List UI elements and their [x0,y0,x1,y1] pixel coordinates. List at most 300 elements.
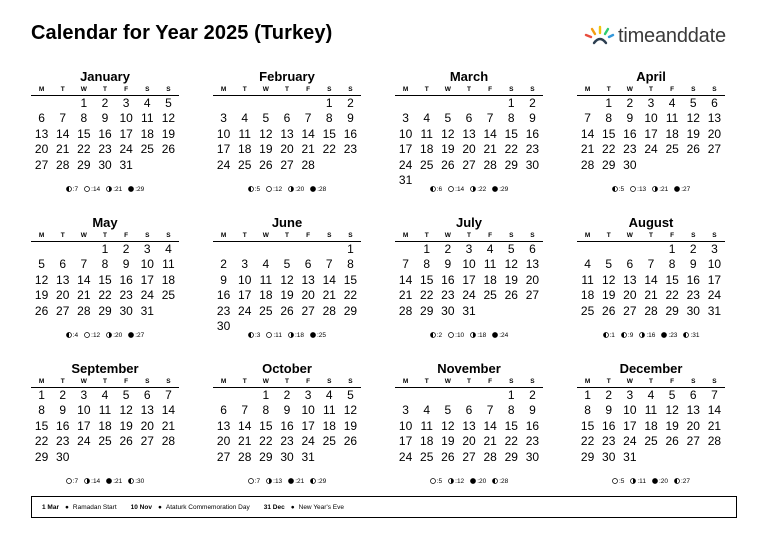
day-cell: 27 [34,157,49,172]
weekday-label: T [649,378,653,385]
moon-phase [288,186,304,193]
first-moon-icon [603,332,610,339]
day-cell: 6 [465,111,473,126]
day-cell: 5 [444,111,452,126]
empty-cell [480,96,501,111]
moon-phase-day: :27 [135,332,145,339]
day-cell: 10 [398,126,413,141]
moon-phase-day: :7 [254,478,261,485]
day-cell: 25 [420,157,434,172]
weekday-label: F [124,378,129,385]
moon-phase [266,186,282,193]
weekday-label: S [530,378,535,385]
weekday-label: W [444,86,451,93]
day-cell: 5 [347,388,354,402]
day-cell: 26 [343,434,358,449]
day-cell: 12 [441,418,455,433]
day-cell: 15 [665,272,679,287]
day-cell: 2 [444,242,452,256]
day-cell: 10 [644,111,658,126]
day-cell: 19 [441,434,455,449]
day-cell: 23 [280,434,294,449]
day-cell: 7 [165,388,172,402]
day-cell: 16 [602,418,616,433]
weekday-label: W [626,86,633,93]
day-cell: 30 [216,318,231,333]
day-grid [31,242,179,319]
day-cell: 16 [525,418,540,433]
empty-cell [213,388,234,403]
moon-phase [492,186,508,193]
weekday-label: S [712,86,717,93]
day-grid [213,242,361,334]
day-cell: 27 [623,303,637,318]
moon-phase-day: :20 [295,186,305,193]
day-cell: 1 [325,96,333,110]
moon-phase-day: :18 [477,332,487,339]
day-cell: 17 [644,126,658,141]
moon-phase-day: :20 [477,478,487,485]
moon-phase [310,478,326,485]
day-cell: 10 [119,111,133,126]
day-cell: 31 [707,303,722,318]
day-cell: 12 [665,403,679,418]
day-cell: 16 [525,126,540,141]
day-cell: 24 [301,434,315,449]
day-cell: 23 [216,303,231,318]
day-cell: 28 [483,449,497,464]
weekday-label: T [285,232,289,239]
day-cell: 15 [98,272,112,287]
weekday-label: M [584,378,591,385]
day-cell: 4 [647,388,655,402]
day-cell: 22 [602,142,616,157]
day-cell: 28 [580,157,595,172]
day-cell: 12 [259,126,273,141]
holiday-item [131,504,250,511]
day-cell: 9 [220,272,227,287]
weekday-header [395,231,543,242]
moon-phase [288,478,304,485]
day-cell: 8 [101,257,109,272]
day-cell: 6 [304,257,312,272]
month-name: August [628,215,674,230]
empty-cell [458,96,479,111]
day-cell: 12 [343,403,358,418]
day-cell: 20 [623,288,637,303]
day-cell: 11 [162,257,175,272]
weekday-label: S [327,86,332,93]
day-cell: 24 [216,157,231,172]
moon-phase [310,332,326,339]
day-cell: 2 [59,388,67,402]
day-cell: 8 [507,403,515,418]
day-grid [395,388,543,465]
day-cell: 16 [623,126,637,141]
day-cell: 18 [665,126,679,141]
day-cell: 25 [259,303,273,318]
first-moon-icon [66,186,73,193]
day-cell: 26 [119,434,133,449]
weekday-label: T [242,86,247,93]
moon-phases [395,478,543,485]
day-cell: 7 [325,257,333,272]
day-cell: 8 [423,257,431,272]
moon-phase [128,332,144,339]
weekday-label: T [60,86,65,93]
day-cell: 13 [301,272,315,287]
weekday-header [577,85,725,96]
weekday-label: T [242,378,247,385]
day-cell: 12 [602,272,616,287]
day-cell: 28 [161,434,176,449]
day-cell: 29 [580,449,595,464]
moon-phase [470,186,486,193]
day-cell: 17 [301,418,315,433]
holiday-legend [31,496,737,518]
day-cell: 11 [141,111,154,126]
moon-phase-day: :21 [659,186,669,193]
day-cell: 29 [602,157,616,172]
bullet-icon: ● [64,503,69,511]
moon-phase-day: :20 [113,332,123,339]
moon-phase [66,478,78,485]
month-name: May [92,215,118,230]
moon-phase-day: :29 [499,186,509,193]
weekday-label: S [691,232,696,239]
moon-phase [266,332,282,339]
moon-phase-day: :5 [254,186,261,193]
empty-cell [234,96,255,111]
new-moon-icon [310,332,317,339]
moon-phase [652,186,668,193]
empty-cell [619,242,640,257]
moon-phases [577,478,725,485]
day-cell: 25 [98,434,112,449]
day-grid [577,96,725,173]
moon-phase [288,332,304,339]
day-cell: 8 [38,403,45,418]
moon-phase [430,332,442,339]
day-cell: 24 [119,142,133,157]
month-july [395,215,543,339]
day-cell: 16 [280,418,294,433]
day-cell: 11 [238,126,251,141]
weekday-label: T [285,378,289,385]
day-cell: 30 [623,157,637,172]
day-cell: 7 [80,257,88,272]
day-cell: 21 [707,418,722,433]
day-cell: 4 [262,257,270,272]
day-cell: 11 [644,403,658,418]
empty-cell [395,242,416,257]
moon-phase [84,478,100,485]
day-cell: 18 [420,142,434,157]
day-cell: 8 [80,111,88,126]
day-cell: 29 [77,157,91,172]
day-cell: 24 [707,288,722,303]
day-cell: 9 [101,111,109,126]
day-cell: 18 [644,418,658,433]
day-cell: 14 [238,418,252,433]
moon-phase [430,186,442,193]
day-cell: 23 [441,288,455,303]
weekday-label: M [220,86,227,93]
day-cell: 20 [525,272,540,287]
weekday-label: S [166,378,171,385]
day-cell: 9 [444,257,452,272]
moon-phases [395,186,543,193]
day-cell: 3 [647,96,655,110]
day-cell: 10 [301,403,315,418]
day-cell: 17 [77,418,91,433]
day-cell: 29 [343,303,358,318]
weekday-label: T [467,86,471,93]
day-cell: 24 [644,142,658,157]
day-cell: 29 [504,449,518,464]
day-cell: 7 [584,111,591,126]
day-cell: 23 [525,434,540,449]
day-cell: 12 [686,111,700,126]
day-cell: 27 [462,157,476,172]
day-cell: 11 [98,403,112,418]
day-cell: 22 [322,142,336,157]
day-cell: 22 [580,434,595,449]
day-cell: 4 [486,242,494,256]
day-cell: 22 [420,288,434,303]
month-march [395,69,543,193]
day-cell: 21 [301,142,315,157]
day-cell: 29 [259,449,273,464]
day-cell: 19 [259,142,273,157]
day-cell: 14 [161,403,176,418]
moon-phase [612,478,624,485]
day-cell: 22 [665,288,679,303]
day-cell: 24 [623,434,637,449]
day-cell: 30 [119,303,133,318]
moon-phase-day: :9 [627,332,634,339]
day-cell: 19 [343,418,358,433]
timeanddate-logo[interactable] [582,24,726,48]
moon-phases [31,186,179,193]
day-cell: 26 [34,303,49,318]
weekday-label: F [306,378,311,385]
day-cell: 2 [626,96,634,110]
day-cell: 5 [507,242,515,256]
first-moon-icon [66,332,73,339]
day-cell: 17 [398,142,413,157]
weekday-label: S [509,232,514,239]
moon-phase [128,478,144,485]
day-cell: 16 [119,272,133,287]
weekday-label: S [530,232,535,239]
moon-phase [448,186,464,193]
moon-phase [66,332,78,339]
day-cell: 17 [119,126,133,141]
day-cell: 19 [441,142,455,157]
first-moon-icon [248,332,255,339]
moon-phase-day: :21 [113,478,123,485]
day-cell: 14 [483,126,497,141]
moon-phase-day: :24 [499,332,509,339]
moon-phase-day: :3 [254,332,261,339]
moon-phase [448,332,464,339]
weekday-label: S [327,378,332,385]
weekday-label: T [103,232,107,239]
weekday-label: W [626,232,633,239]
day-cell: 19 [119,418,133,433]
day-cell: 5 [262,111,270,126]
day-cell: 6 [711,96,718,110]
weekday-label: T [60,378,65,385]
moon-phase [106,332,122,339]
day-cell: 22 [504,142,518,157]
day-cell: 4 [165,242,172,256]
moon-phase-day: :14 [91,186,101,193]
day-cell: 1 [423,242,431,256]
day-cell: 6 [465,403,473,418]
day-cell: 4 [101,388,109,402]
day-cell: 31 [462,303,476,318]
weekday-header [395,85,543,96]
moon-phase-day: :12 [455,478,465,485]
day-cell: 7 [304,111,312,126]
day-cell: 4 [423,111,431,126]
moon-phase-day: :14 [455,186,465,193]
weekday-label: T [424,86,429,93]
day-cell: 6 [59,257,67,272]
day-cell: 11 [420,418,433,433]
day-cell: 28 [644,303,658,318]
weekday-label: W [80,86,87,93]
day-cell: 29 [98,303,112,318]
day-cell: 25 [483,288,497,303]
day-cell: 15 [77,126,91,141]
day-cell: 16 [343,126,358,141]
moon-phase-day: :21 [295,478,305,485]
day-cell: 28 [707,434,722,449]
day-grid [31,388,179,465]
day-cell: 29 [420,303,434,318]
moon-phase-day: :30 [135,478,145,485]
moon-phase-day: :7 [72,186,79,193]
day-cell: 9 [529,111,536,126]
weekday-label: S [166,232,171,239]
day-cell: 25 [644,434,658,449]
day-cell: 31 [398,172,413,187]
day-cell: 10 [77,403,91,418]
day-cell: 31 [301,449,315,464]
day-cell: 30 [525,157,540,172]
day-cell: 23 [525,142,540,157]
moon-phase-day: :5 [618,478,625,485]
moon-phase-day: :28 [317,186,327,193]
first-moon-icon [612,186,619,193]
day-cell: 7 [59,111,67,126]
empty-cell [458,388,479,403]
day-cell: 25 [580,303,595,318]
weekday-label: T [649,232,653,239]
day-cell: 7 [486,403,494,418]
day-cell: 26 [441,157,455,172]
day-cell: 25 [238,157,252,172]
first-moon-icon [430,332,437,339]
day-cell: 29 [504,157,518,172]
day-cell: 15 [34,418,49,433]
day-cell: 14 [707,403,722,418]
day-cell: 17 [707,272,722,287]
first-moon-icon [621,332,628,339]
day-grid [395,96,543,188]
day-cell: 6 [220,403,227,418]
month-name: December [619,361,683,376]
weekday-label: S [327,232,332,239]
month-august [577,215,725,339]
day-cell: 5 [689,96,697,110]
day-cell: 8 [584,403,591,418]
day-cell: 1 [584,388,591,402]
month-november [395,361,543,485]
moon-phase-day: :1 [609,332,615,339]
empty-cell [416,388,437,403]
month-name: October [262,361,312,376]
month-name: March [449,69,489,84]
day-cell: 20 [301,288,315,303]
holiday-name: Ataturk Commemoration Day [165,503,250,511]
day-cell: 27 [280,157,294,172]
weekday-label: T [467,378,471,385]
moon-phase [310,186,326,193]
holiday-date: 1 Mar [42,503,59,511]
day-cell: 30 [56,449,70,464]
moon-phase [448,478,464,485]
day-cell: 14 [56,126,70,141]
moon-phase [612,186,624,193]
day-cell: 25 [322,434,336,449]
moon-phase-day: :14 [91,478,101,485]
empty-cell [598,242,619,257]
day-cell: 13 [686,403,700,418]
day-cell: 5 [444,403,452,418]
first-moon-icon [674,478,681,485]
day-cell: 1 [262,388,270,402]
day-cell: 16 [98,126,112,141]
day-cell: 27 [707,142,722,157]
day-cell: 14 [77,272,91,287]
empty-cell [437,388,458,403]
weekday-label: T [242,232,247,239]
day-cell: 30 [686,303,700,318]
day-cell: 29 [665,303,679,318]
day-cell: 18 [580,288,595,303]
day-cell: 4 [584,257,591,272]
day-cell: 22 [98,288,112,303]
empty-cell [52,242,73,257]
day-cell: 2 [122,242,130,256]
day-cell: 25 [161,288,176,303]
bullet-icon: ● [157,503,162,511]
weekday-label: F [670,378,675,385]
moon-phases [213,332,361,339]
day-cell: 28 [322,303,336,318]
full-moon-icon [248,478,255,485]
day-cell: 26 [441,449,455,464]
moon-phase [106,186,122,193]
day-cell: 23 [343,142,358,157]
empty-cell [437,96,458,111]
day-cell: 10 [462,257,476,272]
day-cell: 1 [101,242,109,256]
